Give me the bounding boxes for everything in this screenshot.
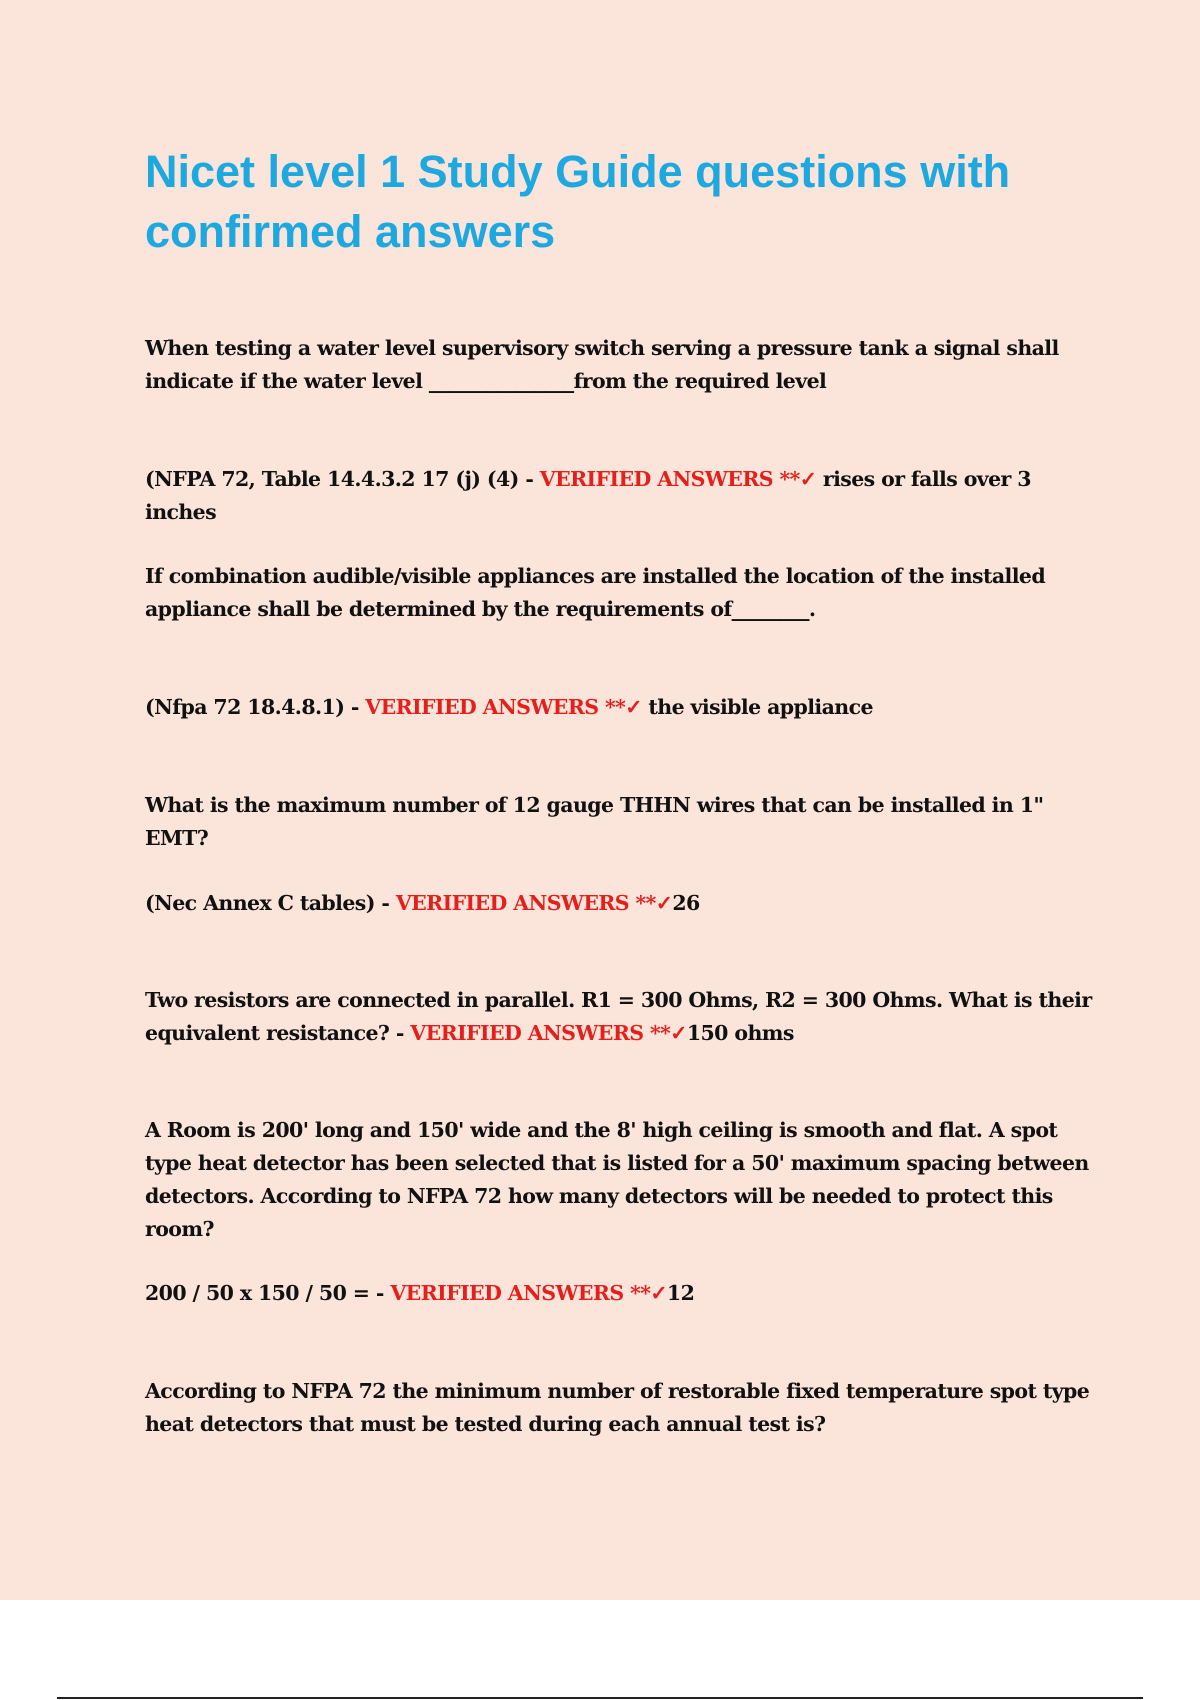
question-text: According to NFPA 72 the minimum number of restorable fixed temperature spot type heat detectors that must be tested during each annual test is? — [145, 1379, 1090, 1436]
answer-reference: (Nec Annex C tables) - — [145, 891, 396, 915]
answer-text: 12 — [666, 1281, 695, 1305]
verified-answers-label: VERIFIED ANSWERS **✓ — [365, 695, 642, 719]
answer-reference: (Nfpa 72 18.4.8.1) - — [145, 695, 366, 719]
answer-appliance-location — [145, 691, 1095, 724]
answer-reference: (NFPA 72, Table 14.4.3.2 17 (j) (4) - — [145, 467, 540, 491]
answer-text: 26 — [672, 891, 700, 915]
answer-text: the visible appliance — [648, 695, 873, 719]
answer-reference: 200 / 50 x 150 / 50 = - — [145, 1281, 391, 1305]
question-water-level — [145, 332, 1095, 398]
answer-water-level — [145, 463, 1095, 529]
question-appliance-location — [145, 560, 1095, 626]
question-text: When testing a water level supervisory switch serving a pressure tank a signal shall indicate if the water level _______________from the required level — [145, 336, 1059, 393]
answer-text: 150 ohms — [686, 1021, 794, 1045]
answer-detector-count — [145, 1277, 1095, 1310]
verified-answers-label: VERIFIED ANSWERS **✓ — [390, 1281, 667, 1305]
question-text: If combination audible/visible appliances are installed the location of the installed appliance shall be determined by the requirements of________. — [145, 564, 1046, 621]
footer-divider — [57, 1697, 1143, 1699]
question-parallel-resistors — [145, 984, 1095, 1050]
question-annual-test — [145, 1375, 1095, 1441]
verified-answers-label: VERIFIED ANSWERS **✓ — [395, 891, 673, 915]
answer-text: rises or falls over 3 inches — [145, 467, 1031, 524]
question-text: Two resistors are connected in parallel. R1 = 300 Ohms, R2 = 300 Ohms. What is their equivalent resistance? - — [145, 988, 1092, 1045]
question-detector-count — [145, 1114, 1095, 1246]
question-thhn-wires — [145, 789, 1095, 855]
verified-answers-label: VERIFIED ANSWERS **✓ — [410, 1021, 687, 1045]
verified-answers-label: VERIFIED ANSWERS **✓ — [539, 467, 817, 491]
document-title: Nicet level 1 Study Guide questions with confirmed answers — [145, 146, 1011, 257]
question-text: What is the maximum number of 12 gauge THHN wires that can be installed in 1" EMT? — [145, 793, 1044, 850]
answer-thhn-wires — [145, 887, 1095, 920]
question-text: A Room is 200' long and 150' wide and the 8' high ceiling is smooth and flat. A spot type heat detector has been selected that is listed for a 50' maximum spacing between detectors. According to NFPA 72 how many detectors will be needed to protect this room? — [145, 1118, 1089, 1241]
